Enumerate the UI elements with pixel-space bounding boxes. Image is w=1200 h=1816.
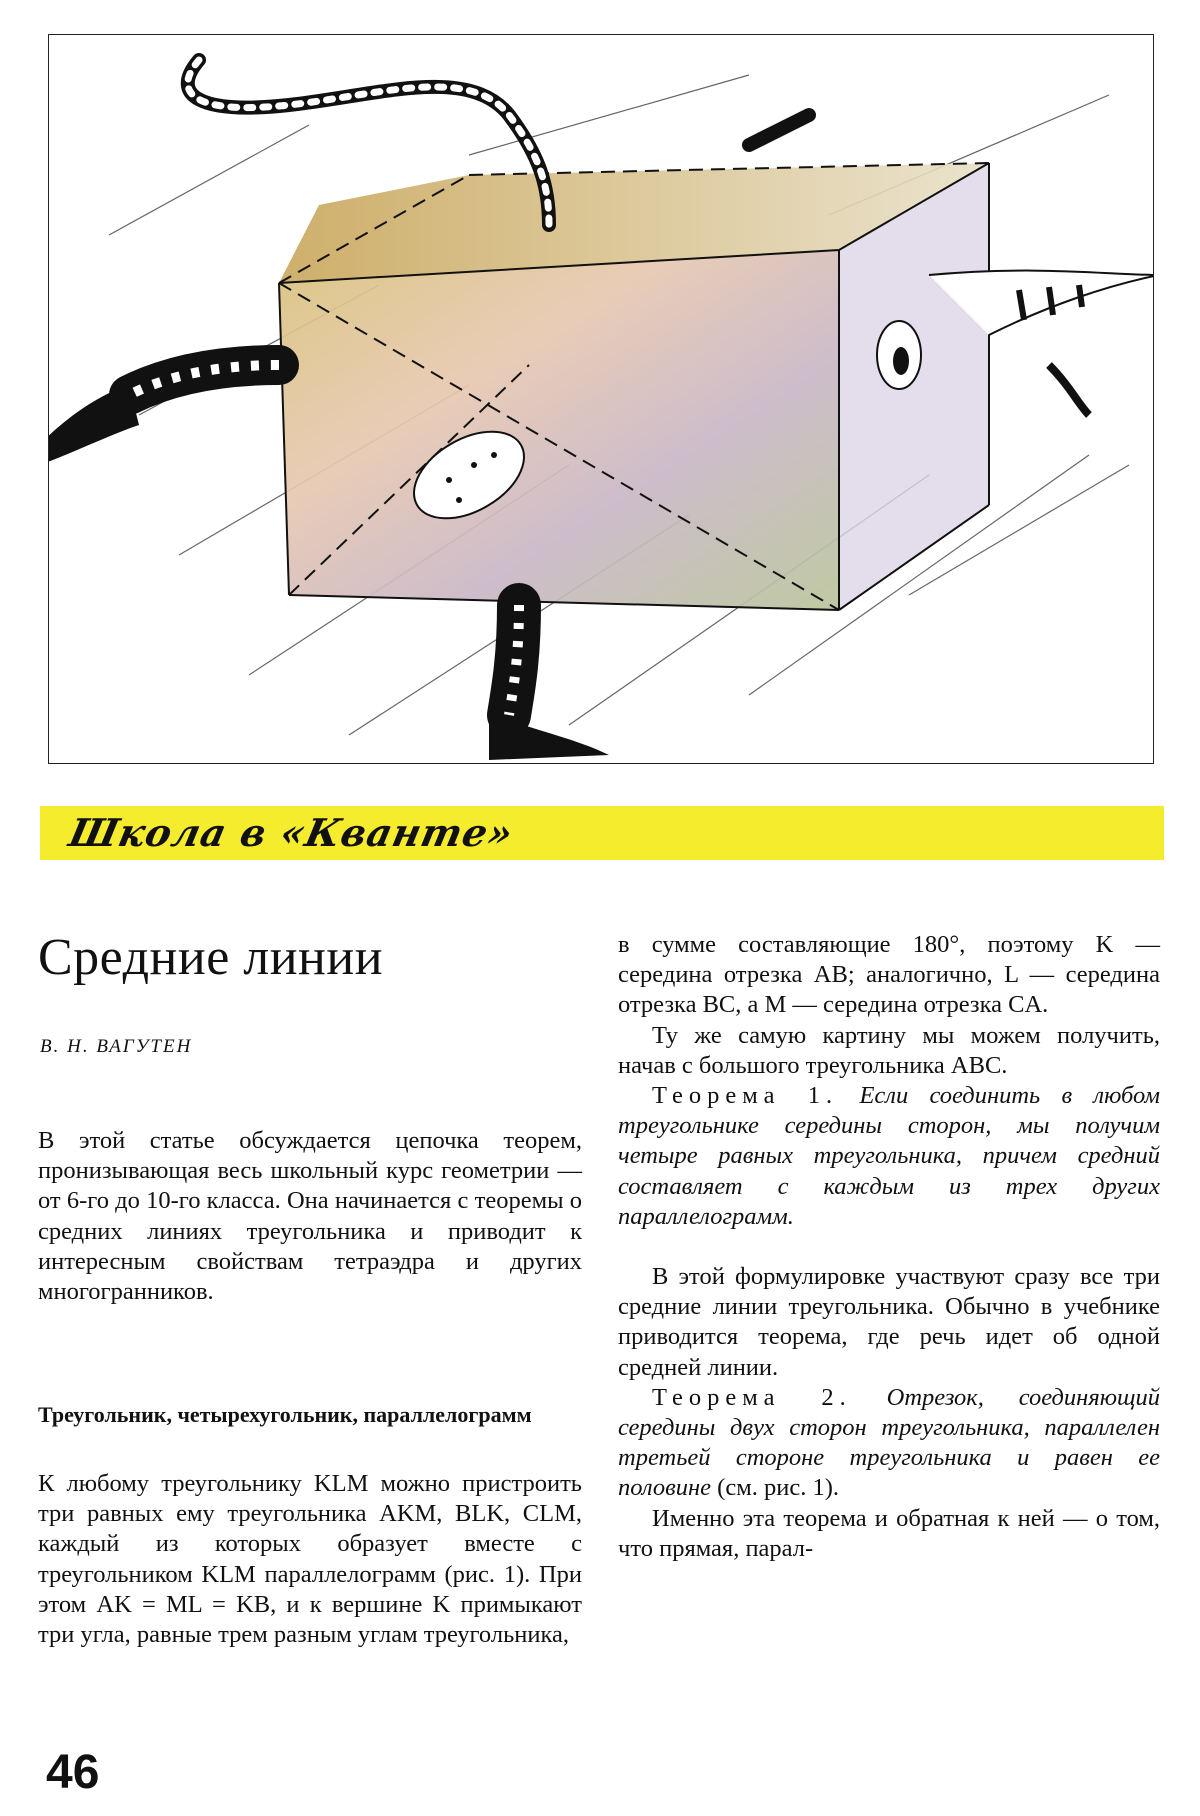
right-column — [618, 930, 1160, 1564]
col2-para1: в сумме составляющие 180°, поэтому K — середина отрезка AB; аналогично, L — середина отрезка BC, а M — середина отрезка CA. — [618, 931, 1160, 1019]
intro-text: В этой статье обсуждается цепочка теорем, пронизывающая весь школьный курс геометрии — от 6-го до 10-го класса. Она начинается с теоремы о средних линиях треугольника и приводит к интересным свойствам тетраэдра и других многогранников. — [38, 1127, 582, 1306]
box-creature-drawing — [49, 35, 1154, 764]
theorem1-text: Если соединить в любом треугольнике середины сторон, мы получим четыре равных треугольника, причем средний составляет с каждым из трех других параллелограмм. — [618, 1082, 1161, 1230]
col2-para2: Ту же самую картину мы можем получить, начав с большого треугольника ABC. — [618, 1021, 1160, 1079]
intro-paragraph — [38, 1126, 582, 1307]
theorem2 — [618, 1383, 1160, 1504]
col2-para4: Именно эта теорема и обратная к ней — о том, что прямая, парал- — [618, 1504, 1160, 1562]
theorem2-label: Теорема 2. — [652, 1383, 852, 1411]
theorem1 — [618, 1081, 1160, 1232]
col2-para3: В этой формулировке участвуют сразу все три средние линии треугольника. Обычно в учебнике приводится теорема, где речь идет об одной средней линии. — [618, 1263, 1160, 1381]
article-illustration — [48, 34, 1154, 764]
rubric-title: Школа в «Кванте» — [65, 810, 518, 855]
col1-text: К любому треугольнику KLM можно пристроить три равных ему треугольника AKM, BLK, CLM, каждый из которых образует вместе с треугольником KLM параллелограмм (рис. 1). При этом AK = ML = KB, и к вершине K примыкают три угла, равные трем разным углам треугольника, — [38, 1470, 582, 1649]
theorem1-label: Теорема 1. — [652, 1082, 839, 1110]
article-author: В. Н. ВАГУТЕН — [40, 1036, 193, 1057]
theorem2-text: Отрезок, соединяющий середины двух сторон треугольника, параллелен третьей стороне треугольника и равен ее половине — [618, 1383, 1160, 1502]
article-title: Средние линии — [38, 929, 384, 986]
section-heading: Треугольник, четырехугольник, параллелограмм — [38, 1402, 532, 1427]
left-column-paragraph — [38, 1469, 582, 1650]
page-number: 46 — [46, 1746, 100, 1799]
rubric-band — [40, 806, 1164, 860]
spacer — [618, 1232, 1160, 1262]
theorem2-tail: (см. рис. 1). — [717, 1474, 839, 1502]
